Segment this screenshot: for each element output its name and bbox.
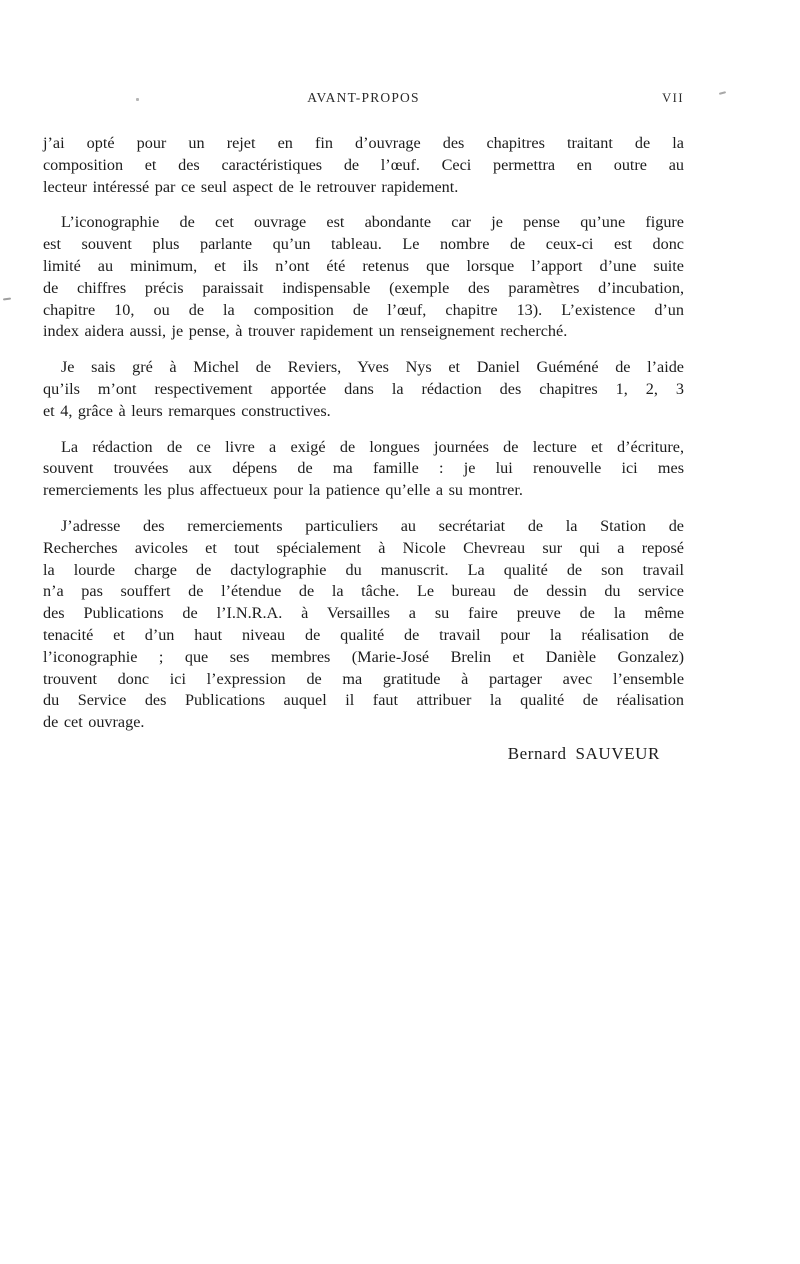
text-line: du Service des Publications auquel il faut attribuer la qualité de réalisation (43, 691, 684, 710)
paragraph-2 (43, 212, 684, 343)
text-line: Je sais gré à Michel de Reviers, Yves Nys et Daniel Guéméné de l’aide (61, 358, 684, 377)
text-line: J’adresse des remerciements particuliers au secrétariat de la Station de (61, 516, 684, 535)
text-line: composition et des caractéristiques de l’œuf. Ceci permettra en outre au (43, 155, 684, 174)
paragraph-4 (43, 437, 684, 502)
text-line: qu’ils m’ont respectivement apportée dans la rédaction des chapitres 1, 2, 3 (43, 379, 684, 398)
page-number: VII (662, 91, 684, 105)
running-title: AVANT-PROPOS (307, 90, 420, 105)
text-line: Recherches avicoles et tout spécialement à Nicole Chevreau sur qui a reposé (43, 538, 684, 557)
scan-speck (3, 297, 11, 300)
text-line: limité au minimum, et ils n’ont été retenus que lorsque l’apport d’une suite (43, 256, 684, 275)
text-line: index aidera aussi, je pense, à trouver rapidement un renseignement recherché. (43, 322, 568, 341)
text-line: remerciements les plus affectueux pour la patience qu’elle a su montrer. (43, 481, 523, 500)
text-line: souvent trouvées aux dépens de ma famille : je lui renouvelle ici mes (43, 459, 684, 478)
text-line: de cet ouvrage. (43, 713, 145, 732)
text-line: La rédaction de ce livre a exigé de longues journées de lecture et d’écriture, (61, 437, 684, 456)
paragraph-5 (43, 516, 684, 734)
scan-speck (136, 98, 139, 101)
text-line: chapitre 10, ou de la composition de l’œuf, chapitre 13). L’existence d’un (43, 300, 684, 319)
text-line: des Publications de l’I.N.R.A. à Versailles a su faire preuve de la même (43, 604, 684, 623)
body-text (43, 133, 684, 765)
paragraph-3 (43, 357, 684, 422)
page-header (43, 90, 684, 108)
text-line: de chiffres précis paraissait indispensable (exemple des paramètres d’incubation, (43, 278, 684, 297)
author-signature: Bernard SAUVEUR (507, 743, 660, 763)
paragraph-1 (43, 133, 684, 198)
text-line: trouvent donc ici l’expression de ma gratitude à partager avec l’ensemble (43, 669, 684, 688)
text-line: la lourde charge de dactylographie du manuscrit. La qualité de son travail (43, 560, 684, 579)
text-line: lecteur intéressé par ce seul aspect de le retrouver rapidement. (43, 177, 459, 196)
text-line: L’iconographie de cet ouvrage est abondante car je pense qu’une figure (61, 213, 684, 232)
text-line: tenacité et d’un haut niveau de qualité de travail pour la réalisation de (43, 625, 684, 644)
text-line: l’iconographie ; que ses membres (Marie-José Brelin et Danièle Gonzalez) (43, 647, 684, 666)
text-line: est souvent plus parlante qu’un tableau. Le nombre de ceux-ci est donc (43, 235, 684, 254)
scan-speck (719, 91, 726, 95)
text-line: et 4, grâce à leurs remarques constructives. (43, 401, 331, 420)
text-line: j’ai opté pour un rejet en fin d’ouvrage des chapitres traitant de la (43, 134, 684, 152)
text-line: n’a pas souffert de l’étendue de la tâche. Le bureau de dessin du service (43, 582, 684, 601)
